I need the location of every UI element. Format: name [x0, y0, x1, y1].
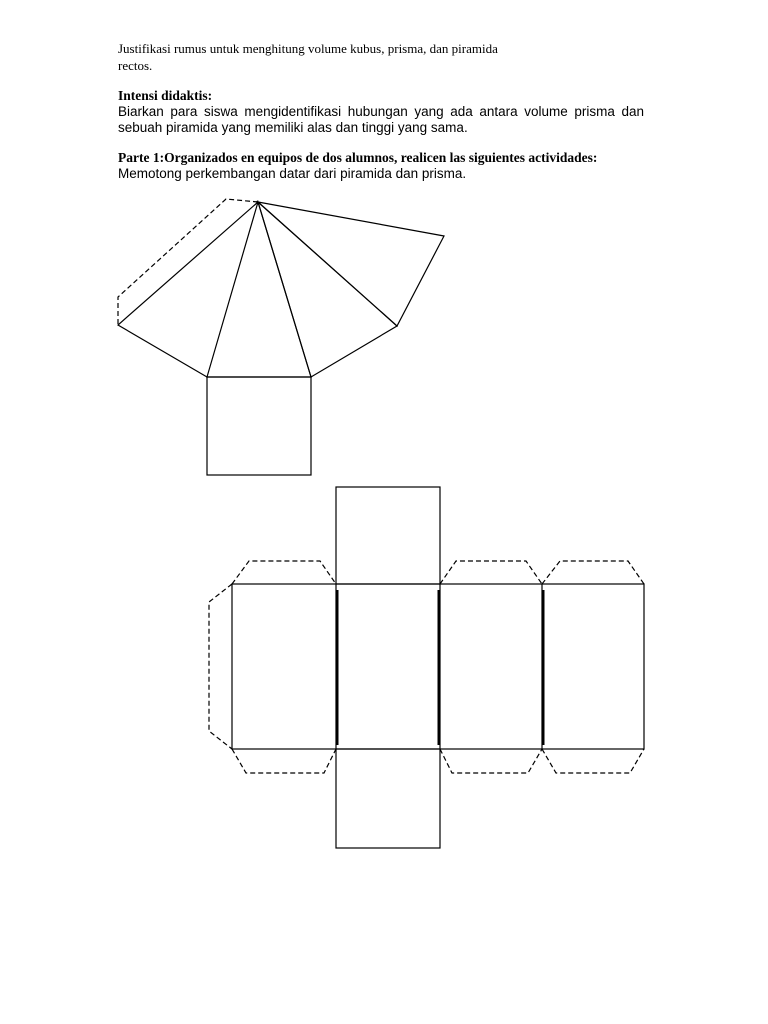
glue-tab-bottom-4	[542, 749, 644, 773]
glue-tab-top-1	[232, 561, 336, 584]
prism-top-face	[336, 487, 440, 584]
prism-net	[209, 487, 644, 848]
glue-tab-top-4	[542, 561, 644, 584]
intro-line-1: Justifikasi rumus untuk menghitung volume kubus, prisma, dan piramida	[118, 41, 498, 56]
pyramid-outer-face	[258, 202, 444, 326]
pyramid-left-face	[118, 202, 258, 377]
glue-tab-bottom-3	[440, 749, 542, 773]
section-heading-intent: Intensi didaktis:	[118, 88, 213, 103]
section-heading-part1: Parte 1:Organizados en equipos de dos alumnos, realicen las siguientes actividades:	[118, 150, 598, 165]
intent-text-line-1: Biarkan para siswa mengidentifikasi hubungan yang ada antara volume prisma dan	[118, 104, 644, 119]
intent-text-line-2: sebuah piramida yang memiliki alas dan tinggi yang sama.	[118, 120, 468, 135]
pyramid-front-face	[207, 202, 311, 377]
intro-line-2: rectos.	[118, 58, 153, 73]
pyramid-net	[118, 199, 444, 475]
glue-tab-top-3	[440, 561, 542, 584]
glue-tab-left	[209, 584, 232, 749]
pyramid-right-face	[258, 202, 397, 377]
part1-instruction: Memotong perkembangan datar dari piramida dan prisma.	[118, 166, 467, 181]
prism-bottom-face	[336, 749, 440, 848]
pyramid-base-square	[207, 377, 311, 475]
prism-glue-tabs	[209, 561, 644, 773]
glue-tab-bottom-1	[232, 749, 336, 773]
